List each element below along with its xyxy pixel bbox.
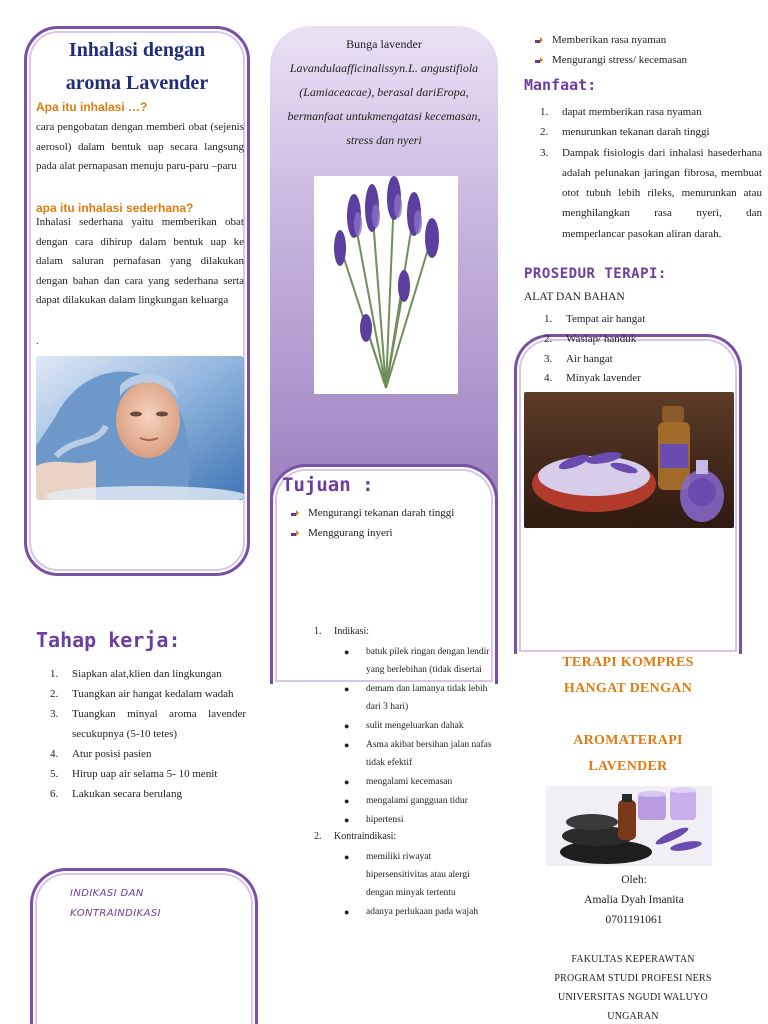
alat-heading: ALAT DAN BAHAN <box>524 291 625 303</box>
cover-title-1: TERAPI KOMPRES <box>562 655 694 670</box>
list-item: ● adanya perlukaan pada wajah <box>344 903 494 921</box>
indikasi-title-row: 1. Indikasi: <box>314 626 369 637</box>
kontra-list <box>344 848 494 921</box>
manfaat-1: dapat memberikan rasa nyaman <box>562 106 702 118</box>
intro-line: Bunga lavender <box>346 37 422 51</box>
indikasi-4: Asma akibat bersihan jalan nafas tidak efektif <box>366 740 492 768</box>
faculty-line-2: PROGRAM STUDI PROFESI NERS <box>554 973 712 984</box>
indikasi-5: mengalami kecemasan <box>366 777 453 787</box>
indikasi-title: Indikasi: <box>334 626 369 637</box>
list-item: 2. Tuangkan air hangat kedalam wadah <box>50 684 246 704</box>
panel1-title <box>30 34 244 100</box>
brochure-title <box>538 650 718 780</box>
author-block <box>548 870 720 930</box>
indikasi-7: hipertensi <box>366 815 404 825</box>
question-what-is-inhalation: Apa itu inhalasi …? <box>36 100 148 114</box>
oleh-label: Oleh: <box>621 874 647 886</box>
list-item: 1. Siapkan alat,klien dan lingkungan <box>50 664 246 684</box>
list-item: 2. menurunkan tekanan darah tinggi <box>540 122 762 142</box>
list-item: ● memiliki riwayat hipersensitivitas atau alergi dengan minyak tertentu <box>344 848 494 902</box>
colored-arrow-icon <box>534 35 544 45</box>
steps-list <box>50 664 246 804</box>
kontra-title: Kontraindikasi: <box>334 831 397 842</box>
list-item: 3. Air hangat <box>544 350 734 370</box>
list-item: ● batuk pilek ringan dengan lendir yang berlebihan (tidak disertai <box>344 643 494 679</box>
title-line-2: aroma Lavender <box>65 72 209 94</box>
author-name: Amalia Dyah Imanita <box>584 894 684 906</box>
indikasi-3: sulit mengeluarkan dahak <box>366 721 464 731</box>
list-item: 1. Tempat air hangat <box>544 310 734 330</box>
faculty-line-1: FAKULTAS KEPERAWTAN <box>571 954 695 965</box>
answer-inhalation: cara pengobatan dengan memberi obat (sejenis aerosol) dalam bentuk uap secara langsung pada alat pernapasan menuju paru-paru –paru <box>36 121 244 173</box>
question-simple-inhalation: apa itu inhalasi sederhana? <box>36 201 194 215</box>
benefit-text-2: Mengurangi stress/ kecemasan <box>552 54 688 66</box>
steam-inhalation-photo <box>36 356 244 500</box>
lavender-bouquet-image <box>314 176 458 394</box>
cover-title-4: LAVENDER <box>588 759 668 774</box>
tujuan-item <box>290 527 393 539</box>
list-item: ● mengalami kecemasan <box>344 773 494 791</box>
step-2: Tuangkan air hangat kedalam wadah <box>72 688 234 700</box>
stray-dot: . <box>36 336 39 347</box>
prosedur-heading: PROSEDUR TERAPI: <box>524 266 667 282</box>
faculty-line-4: UNGARAN <box>607 1011 659 1022</box>
author-id: 0701191061 <box>605 914 663 926</box>
tujuan-text-2: Menggurang inyeri <box>308 527 393 539</box>
tujuan-text-1: Mengurangi tekanan darah tinggi <box>308 507 455 519</box>
indikasi-1: batuk pilek ringan dengan lendir yang berlebihan (tidak disertai <box>366 647 490 675</box>
list-item: 3. Dampak fisiologis dari inhalasi hasederhana adalah pelunakan jaringan fibrosa, membuat otot tubuh lebih rileks, menurunkan atau menghilangkan rasa nyeri, dan memperlancar pasokan aliran darah. <box>540 143 762 244</box>
manfaat-list <box>540 102 762 244</box>
alat-4: Minyak lavender <box>566 372 641 385</box>
faculty-block <box>538 950 728 1024</box>
list-item: ● demam dan lamanya tidak lebih dari 3 hari) <box>344 680 494 716</box>
benefit-bullet <box>534 54 687 66</box>
manfaat-2: menurunkan tekanan darah tinggi <box>562 126 710 139</box>
faculty-line-3: UNIVERSITAS NGUDI WALUYO <box>558 992 708 1003</box>
list-item: 1. dapat memberikan rasa nyaman <box>540 102 762 122</box>
indikasi-kontraindikasi-heading <box>70 884 230 924</box>
tujuan-heading: Tujuan : <box>282 474 374 496</box>
spa-stones-photo <box>546 786 712 866</box>
tahap-heading: Tahap kerja: <box>36 628 181 652</box>
indikasi-section <box>314 626 494 922</box>
answer-simple-inhalation: Inhalasi sederhana yaitu memberikan obat dengan cara dihirup dalam bentuk uap ke dalam saluran pernafasan yang dilakukan dengan bahan dan cara yang sederhana serta dapat dilakukan dalam lingkungan keluarga <box>36 216 244 307</box>
alat-3: Air hangat <box>566 352 613 365</box>
indikasi-6: mengalami gangguan tidur <box>366 796 468 806</box>
tujuan-item <box>290 507 454 519</box>
manfaat-3: Dampak fisiologis dari inhalasi hasederhana adalah pelunakan jaringan fibrosa, membuat otot tubuh lebih rileks, menurunkan atau menghilangkan rasa nyeri, dan memperlancar pasokan aliran darah. <box>562 146 762 240</box>
list-item: 6. Lakukan secara berulang <box>50 784 246 804</box>
heading-line-1: INDIKASI DAN <box>70 888 144 899</box>
list-item: ● mengalami gangguan tidur <box>344 792 494 810</box>
benefit-text-1: Memberikan rasa nyaman <box>552 34 667 46</box>
indikasi-2: demam dan lamanya tidak lebih dari 3 hari) <box>366 684 488 712</box>
list-item: ● Asma akibat bersihan jalan nafas tidak efektif <box>344 736 494 772</box>
kontra-2: adanya perlukaan pada wajah <box>366 907 479 917</box>
indikasi-list <box>344 643 494 829</box>
list-item: ● hipertensi <box>344 811 494 829</box>
step-3: Tuangkan minyal aroma lavender secukupnya (5-10 tetes) <box>72 708 246 740</box>
colored-arrow-icon <box>290 528 300 538</box>
step-5: Hirup uap air selama 5- 10 menit <box>72 768 218 780</box>
title-line-1: Inhalasi dengan <box>68 39 206 61</box>
kontra-title-row: 2. Kontraindikasi: <box>314 831 397 842</box>
list-item: ● sulit mengeluarkan dahak <box>344 717 494 735</box>
manfaat-heading: Manfaat: <box>524 76 597 94</box>
step-4: Atur posisi pasien <box>72 748 152 760</box>
colored-arrow-icon <box>290 508 300 518</box>
cover-title-3: AROMATERAPI <box>573 733 683 748</box>
alat-2: Waslap/ handuk <box>566 332 637 345</box>
alat-1: Tempat air hangat <box>566 313 646 325</box>
list-item: 5. Hirup uap air selama 5- 10 menit <box>50 764 246 784</box>
cover-title-2: HANGAT DENGAN <box>563 681 693 696</box>
list-item: 2. Waslap/ handuk <box>544 330 734 350</box>
step-1: Siapkan alat,klien dan lingkungan <box>72 668 222 680</box>
alat-list <box>544 310 734 389</box>
step-6: Lakukan secara berulang <box>72 788 182 800</box>
list-item: 4. Minyak lavender <box>544 369 734 389</box>
lavender-oil-photo <box>524 392 734 528</box>
list-item: 3. Tuangkan minyal aroma lavender secukupnya (5-10 tetes) <box>50 704 246 744</box>
list-item: 4. Atur posisi pasien <box>50 744 246 764</box>
intro-italic: Lavandulaafficinalissyn.L. angustifiola (Lamiaceacae), berasal dariEropa, bermanfaat untukmengatasi kecemasan, stress dan nyeri <box>287 61 481 147</box>
kontra-1: memiliki riwayat hipersensitivitas atau alergi dengan minyak tertentu <box>366 852 470 898</box>
benefit-bullet <box>534 34 666 46</box>
panel2-intro <box>278 32 490 152</box>
heading-line-2: KONTRAINDIKASI <box>70 908 161 919</box>
colored-arrow-icon <box>534 55 544 65</box>
